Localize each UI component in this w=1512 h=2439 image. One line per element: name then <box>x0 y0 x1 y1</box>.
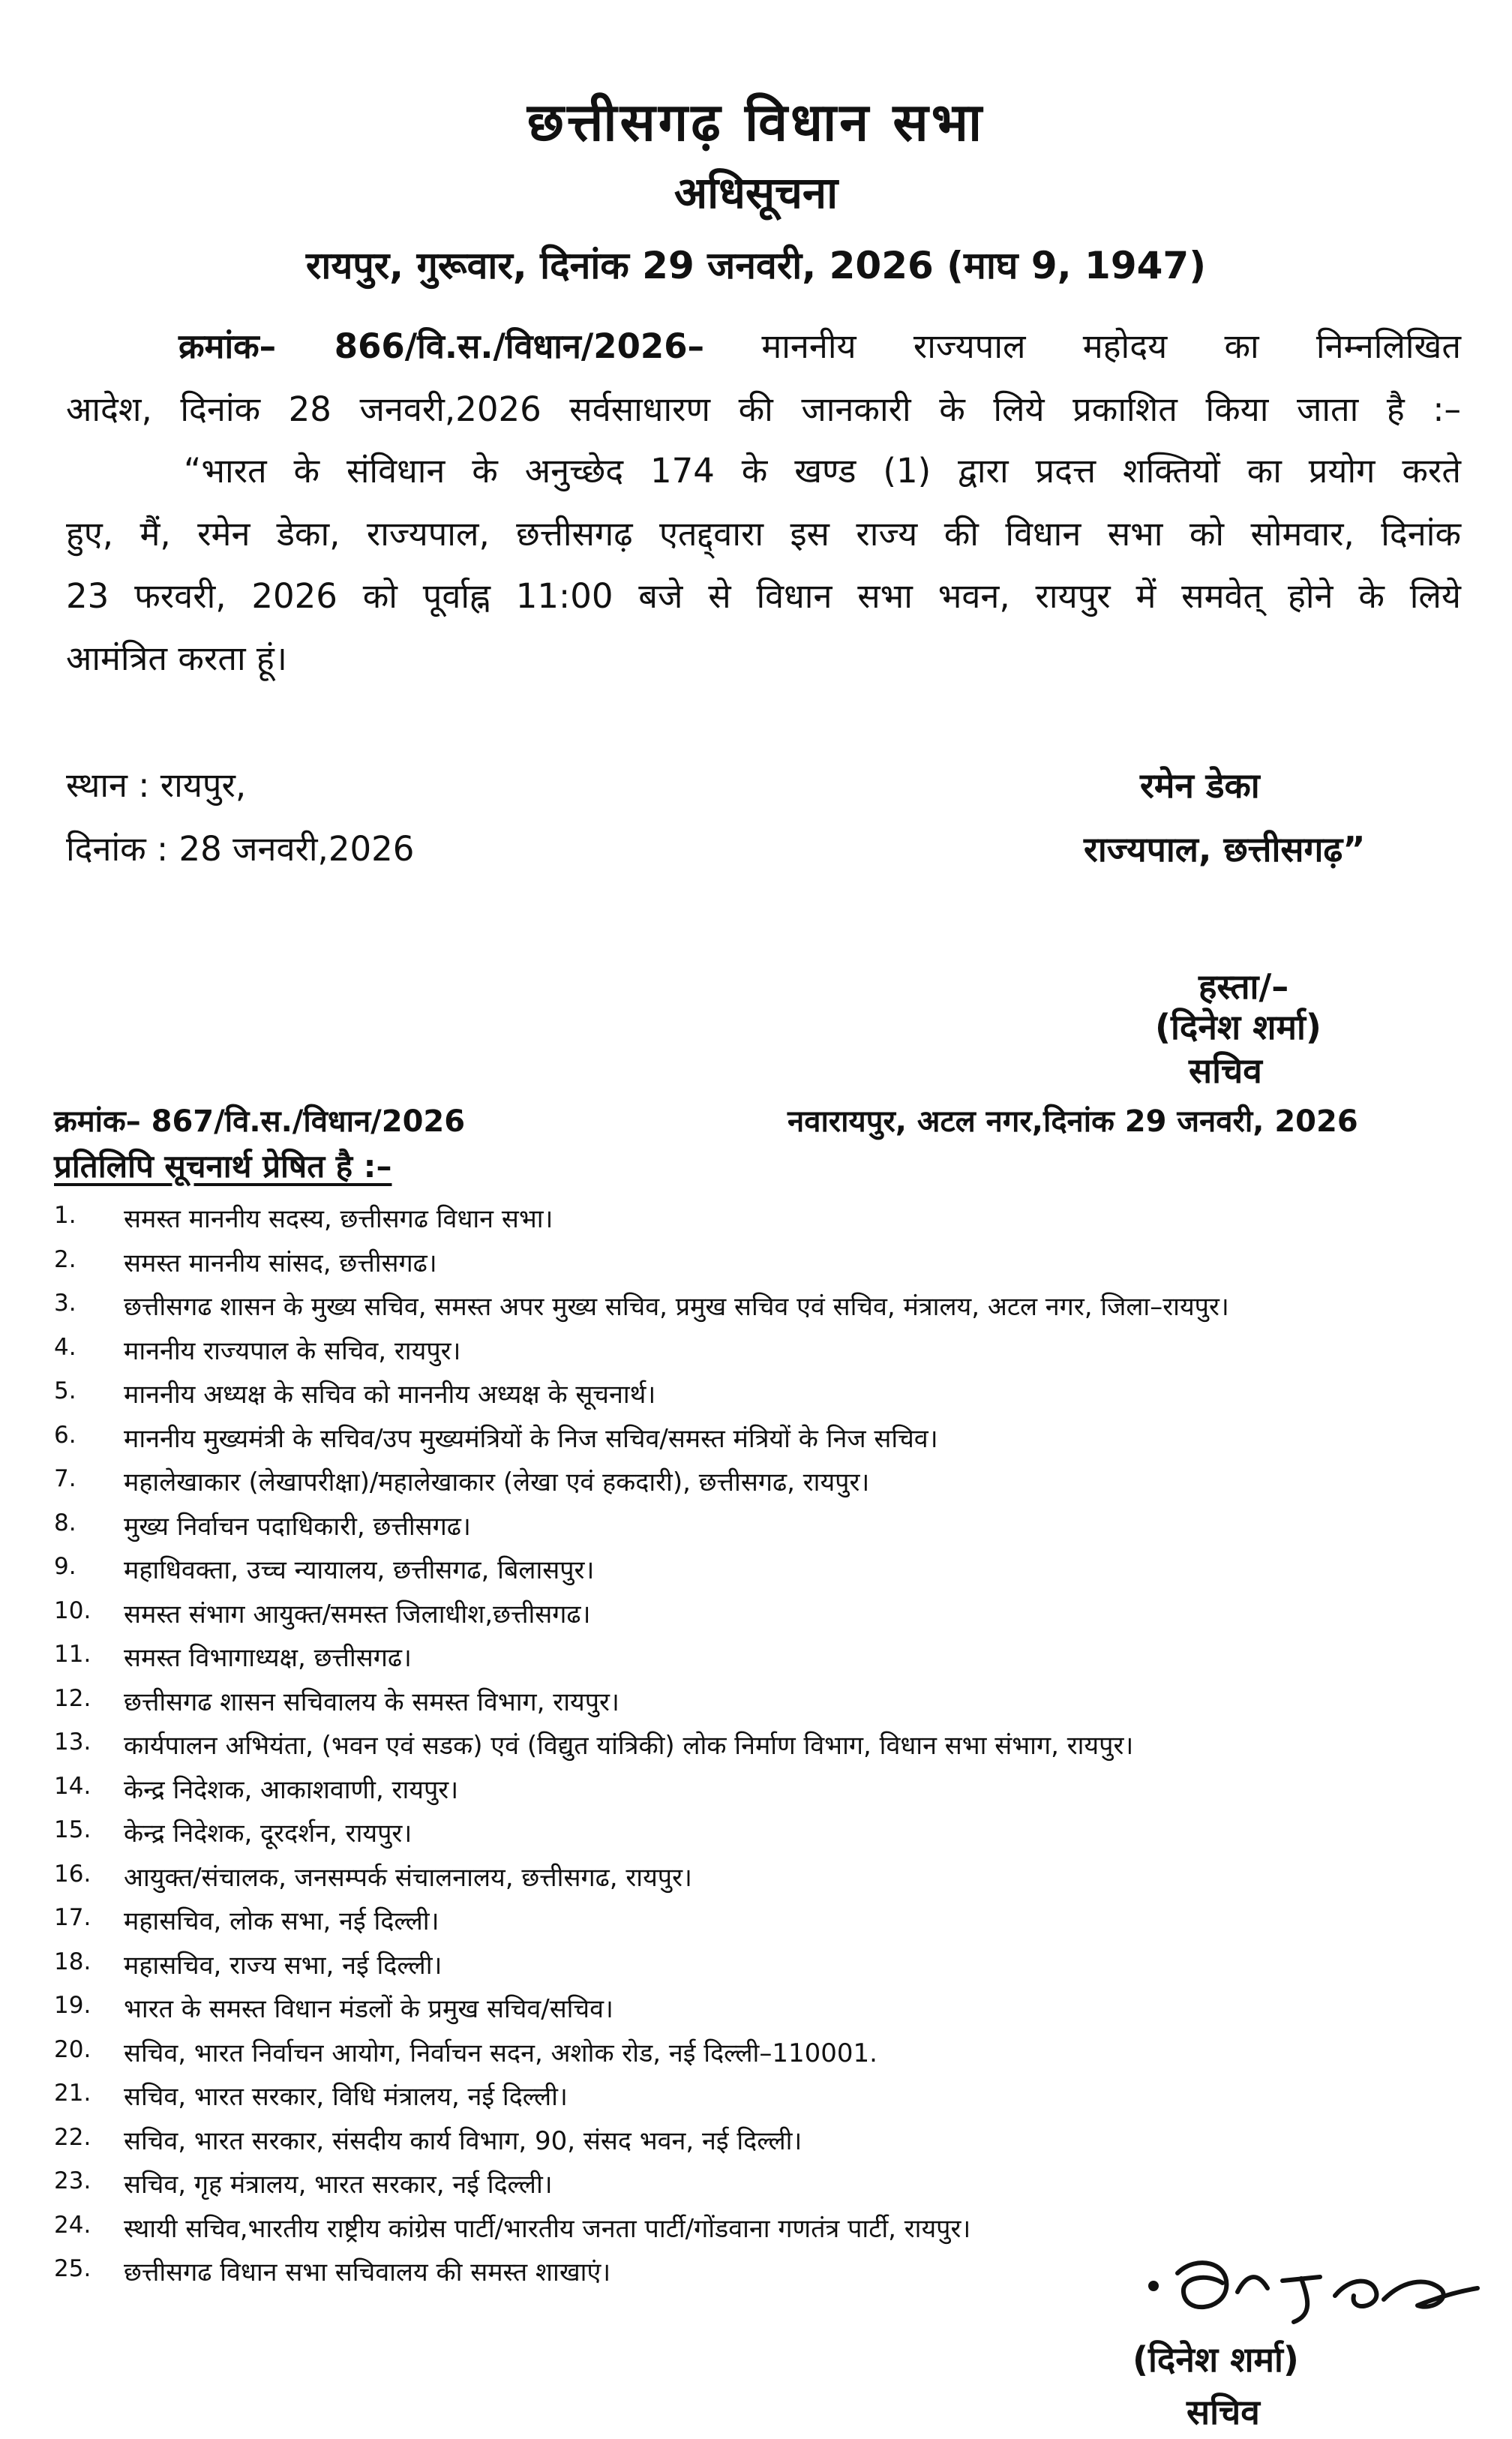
notice-line-1-text: माननीय राज्यपाल महोदय का निम्नलिखित <box>761 326 1461 366</box>
list-item-number: 14. <box>54 1773 92 1800</box>
quote-line-3: 23 फरवरी, 2026 को पूर्वाह्न 11:00 बजे से विधान सभा भवन, रायपुर में समवेत् होने के लिये <box>66 576 1461 616</box>
list-item-number: 19. <box>54 1992 92 2019</box>
list-item-text: माननीय राज्यपाल के सचिव, रायपुर। <box>124 1336 461 1366</box>
quote-line-4: आमंत्रित करता हूं। <box>66 638 287 678</box>
list-item-text: समस्त माननीय सांसद, छत्तीसगढ। <box>124 1248 437 1278</box>
list-item-text: कार्यपालन अभियंता, (भवन एवं सडक) एवं (विद्युत यांत्रिकी) लोक निर्माण विभाग, विधान सभा संभाग, रायपुर। <box>124 1731 1134 1761</box>
list-item-text: सचिव, भारत सरकार, विधि मंत्रालय, नई दिल्ली। <box>124 2082 568 2112</box>
list-item-number: 2. <box>54 1246 76 1273</box>
list-item-number: 23. <box>54 2167 92 2194</box>
signatory-2-designation: सचिव <box>1186 2392 1260 2432</box>
list-item-text: भारत के समस्त विधान मंडलों के प्रमुख सचिव/सचिव। <box>124 1994 614 2024</box>
list-item-number: 6. <box>54 1422 76 1449</box>
list-item-number: 20. <box>54 2036 92 2063</box>
date-label: दिनांक : 28 जनवरी,2026 <box>66 829 415 869</box>
signatory-2-name: (दिनेश शर्मा) <box>1132 2339 1299 2380</box>
date-line: रायपुर, गुरूवार, दिनांक 29 जनवरी, 2026 (माघ 9, 1947) <box>305 244 1207 287</box>
notice-reference: क्रमांक– 866/वि.स./विधान/2026– <box>178 326 705 366</box>
list-item-text: स्थायी सचिव,भारतीय राष्ट्रीय कांग्रेस पार्टी/भारतीय जनता पार्टी/गोंडवाना गणतंत्र पार्टी, रायपुर। <box>124 2214 971 2244</box>
list-item-number: 13. <box>54 1729 92 1756</box>
list-item-number: 11. <box>54 1641 92 1668</box>
list-item-number: 16. <box>54 1861 92 1888</box>
list-item-text: महासचिव, राज्य सभा, नई दिल्ली। <box>124 1951 442 1981</box>
notification-heading: अधिसूचना <box>674 167 838 218</box>
signatory-designation: सचिव <box>1189 1050 1262 1091</box>
list-item-number: 22. <box>54 2124 92 2151</box>
list-item-number: 1. <box>54 1202 76 1229</box>
list-item-text: आयुक्त/संचालक, जनसम्पर्क संचालनालय, छत्तीसगढ, रायपुर। <box>124 1863 692 1893</box>
signed-mark: हस्ता/– <box>1198 966 1289 1007</box>
list-item-number: 24. <box>54 2212 92 2239</box>
list-item-text: महासचिव, लोक सभा, नई दिल्ली। <box>124 1906 440 1936</box>
list-item-number: 21. <box>54 2080 92 2107</box>
list-item-text: छत्तीसगढ शासन सचिवालय के समस्त विभाग, रायपुर। <box>124 1687 620 1717</box>
list-item-text: छत्तीसगढ विधान सभा सचिवालय की समस्त शाखाएं। <box>124 2257 611 2287</box>
list-item-number: 7. <box>54 1465 76 1492</box>
list-item-text: माननीय अध्यक्ष के सचिव को माननीय अध्यक्ष के सूचनार्थ। <box>124 1380 656 1410</box>
list-item-number: 5. <box>54 1377 76 1404</box>
list-item-text: मुख्य निर्वाचन पदाधिकारी, छत्तीसगढ। <box>124 1512 471 1542</box>
list-item-text: समस्त संभाग आयुक्त/समस्त जिलाधीश,छत्तीसगढ। <box>124 1599 591 1630</box>
list-item-text: महालेखाकार (लेखापरीक्षा)/महालेखाकार (लेखा एवं हकदारी), छत्तीसगढ, रायपुर। <box>124 1467 870 1497</box>
place-label: स्थान : रायपुर, <box>66 765 247 805</box>
list-item-number: 9. <box>54 1553 76 1580</box>
list-item-number: 18. <box>54 1948 92 1975</box>
notice-line-1 <box>66 323 1461 368</box>
list-item-text: माननीय मुख्यमंत्री के सचिव/उप मुख्यमंत्रियों के निज सचिव/समस्त मंत्रियों के निज सचिव। <box>124 1424 938 1454</box>
list-item-number: 15. <box>54 1816 92 1843</box>
list-item-text: सचिव, गृह मंत्रालय, भारत सरकार, नई दिल्ली। <box>124 2170 553 2200</box>
governor-name: रमेन डेका <box>1140 765 1260 806</box>
copy-heading: प्रतिलिपि सूचनार्थ प्रेषित है :– <box>54 1148 392 1185</box>
list-item-number: 17. <box>54 1904 92 1931</box>
governor-title: राज्यपाल, छत्तीसगढ़” <box>1084 829 1366 870</box>
copy-reference: क्रमांक– 867/वि.स./विधान/2026 <box>54 1104 466 1139</box>
list-item-text: केन्द्र निदेशक, आकाशवाणी, रायपुर। <box>124 1775 459 1805</box>
list-item-number: 25. <box>54 2255 92 2282</box>
list-item-text: सचिव, भारत निर्वाचन आयोग, निर्वाचन सदन, अशोक रोड, नई दिल्ली–110001. <box>124 2038 878 2068</box>
list-item-text: केन्द्र निदेशक, दूरदर्शन, रायपुर। <box>124 1819 412 1849</box>
quote-line-1: “भारत के संविधान के अनुच्छेद 174 के खण्ड (1) द्वारा प्रदत्त शक्तियों का प्रयोग करते <box>184 451 1461 491</box>
notice-line-2: आदेश, दिनांक 28 जनवरी,2026 सर्वसाधारण की जानकारी के लिये प्रकाशित किया जाता है :– <box>66 389 1461 429</box>
list-item-text: छत्तीसगढ शासन के मुख्य सचिव, समस्त अपर मुख्य सचिव, प्रमुख सचिव एवं सचिव, मंत्रालय, अटल नगर, जिला–रायपुर। <box>124 1292 1229 1322</box>
signatory-name: (दिनेश शर्मा) <box>1155 1007 1322 1047</box>
list-item-number: 8. <box>54 1509 76 1536</box>
list-item-number: 10. <box>54 1597 92 1624</box>
handwritten-signature <box>1125 2247 1485 2344</box>
assembly-title: छत्तीसगढ़ विधान सभा <box>526 92 986 153</box>
list-item-number: 3. <box>54 1290 76 1317</box>
list-item-text: सचिव, भारत सरकार, संसदीय कार्य विभाग, 90, संसद भवन, नई दिल्ली। <box>124 2126 802 2156</box>
copy-place-date: नवारायपुर, अटल नगर,दिनांक 29 जनवरी, 2026 <box>788 1104 1358 1139</box>
list-item-text: समस्त विभागाध्यक्ष, छत्तीसगढ। <box>124 1643 412 1673</box>
list-item-text: महाधिवक्ता, उच्च न्यायालय, छत्तीसगढ, बिलासपुर। <box>124 1555 595 1585</box>
list-item-text: समस्त माननीय सदस्य, छत्तीसगढ विधान सभा। <box>124 1204 554 1234</box>
list-item-number: 4. <box>54 1334 76 1361</box>
list-item-number: 12. <box>54 1685 92 1712</box>
quote-line-2: हुए, मैं, रमेन डेका, राज्यपाल, छत्तीसगढ़ एतद्द्वारा इस राज्य की विधान सभा को सोमवार, दिनांक <box>66 514 1461 554</box>
